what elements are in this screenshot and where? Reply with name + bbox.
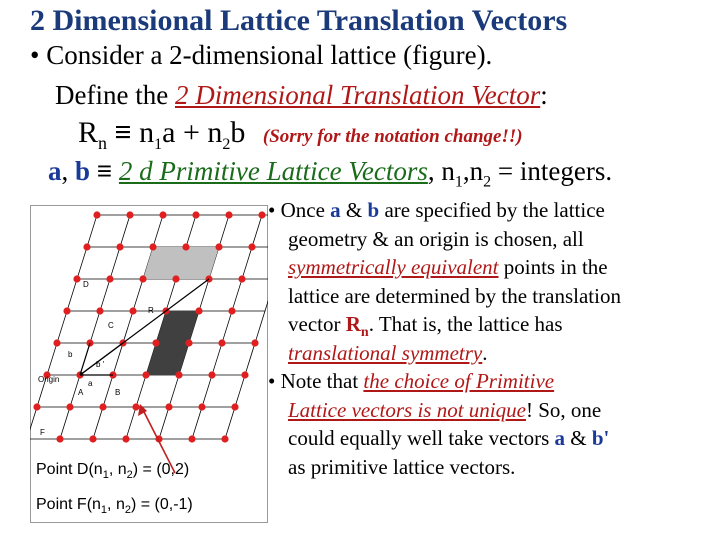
right-line-9 <box>288 424 609 453</box>
page-title: 2 Dimensional Lattice Translation Vectors <box>30 4 568 37</box>
right-line-3 <box>288 253 608 282</box>
n-prefix: , n <box>427 156 455 186</box>
lattice-point <box>56 435 63 442</box>
lattice-point <box>241 371 248 378</box>
right-line-8 <box>288 396 601 425</box>
n-mid: ,n <box>462 156 484 186</box>
point-f-a: Point F(n <box>36 496 101 514</box>
lattice-point <box>258 211 265 218</box>
primitive-vectors-term: 2 d Primitive Lattice Vectors <box>118 156 428 186</box>
comma: , <box>61 156 69 186</box>
label-f: F <box>40 428 45 437</box>
point-f-b: , n <box>107 496 125 514</box>
r1b: & <box>340 198 368 222</box>
lattice-point <box>132 403 139 410</box>
label-r: R <box>148 306 154 315</box>
r5-n: n <box>360 325 369 341</box>
translational-term: translational symmetry <box>288 340 483 365</box>
point-f-s1: 1 <box>100 504 108 517</box>
label-b-prime: b ' <box>96 360 105 369</box>
lattice-point <box>53 339 60 346</box>
r1a: • Once <box>268 198 331 222</box>
lattice-point <box>231 403 238 410</box>
lattice-point <box>198 403 205 410</box>
primitive-equiv: ≡ <box>96 156 113 186</box>
lattice-point <box>165 403 172 410</box>
formula-plus: + <box>182 116 200 149</box>
define-prefix: Define the <box>55 80 175 110</box>
lattice-point <box>251 339 258 346</box>
lattice-point <box>96 307 103 314</box>
lattice-point <box>73 275 80 282</box>
r9-vec-bprime: b' <box>591 426 610 450</box>
formula-sub2: 2 <box>222 136 231 153</box>
lattice-point <box>66 403 73 410</box>
label-a: a <box>88 379 93 388</box>
r9b: & <box>565 426 592 450</box>
point-d-s1: 1 <box>102 469 109 482</box>
formula-equiv: ≡ <box>114 116 132 149</box>
formula-n2: n <box>207 116 223 149</box>
lattice-point <box>63 307 70 314</box>
n-sub2: 2 <box>483 173 492 191</box>
lattice-point <box>248 243 255 250</box>
define-suffix: : <box>540 80 548 110</box>
label-a-point: A <box>78 388 84 397</box>
lattice-point <box>129 307 136 314</box>
formula-a: a <box>162 116 176 149</box>
lattice-point <box>225 211 232 218</box>
lattice-point <box>228 307 235 314</box>
lattice-point <box>89 435 96 442</box>
formula-b: b <box>230 116 246 149</box>
vector-b: b <box>75 156 91 186</box>
symmetric-term: symmetrically equivalent <box>288 255 499 279</box>
lattice-point <box>83 243 90 250</box>
lattice-point <box>152 339 159 346</box>
r5b: . That is, the lattice has <box>368 312 563 336</box>
right-line-4: lattice are determined by the translation <box>288 283 621 308</box>
label-d: D <box>83 280 89 289</box>
r9a: could equally well take vectors <box>288 426 555 450</box>
r9-vec-a: a <box>554 426 565 450</box>
lattice-point <box>221 435 228 442</box>
right-line-2: geometry & an origin is chosen, all <box>288 226 584 251</box>
point-d-line <box>36 455 193 490</box>
define-line <box>55 80 548 111</box>
lattice-point <box>188 435 195 442</box>
lattice-point <box>175 371 182 378</box>
r3-rest: points in the <box>498 255 608 279</box>
lattice-point <box>172 275 179 282</box>
lattice-point <box>195 307 202 314</box>
label-b-point: B <box>115 388 121 397</box>
n-sub1: 1 <box>454 173 463 191</box>
point-d-a: Point D(n <box>36 461 103 478</box>
lattice-point <box>142 371 149 378</box>
formula-line <box>78 116 523 154</box>
lattice-point <box>185 339 192 346</box>
lattice-point <box>99 403 106 410</box>
r7a: • Note that <box>268 369 364 393</box>
label-c: C <box>108 321 114 330</box>
point-f-c: ) = (0,-1) <box>130 496 193 514</box>
lattice-point <box>116 243 123 250</box>
lattice-point <box>208 371 215 378</box>
point-f-line <box>36 490 193 525</box>
r5-r: R <box>345 312 361 336</box>
translation-vector-term: 2 Dimensional Translation Vector <box>174 80 541 110</box>
r1-vec-b: b <box>367 198 380 222</box>
lattice-point <box>182 243 189 250</box>
lattice-point <box>139 275 146 282</box>
formula-r-sub: n <box>98 133 108 153</box>
lattice-point <box>215 243 222 250</box>
point-d-s2: 2 <box>126 469 133 482</box>
lattice-point <box>238 275 245 282</box>
formula-note: (Sorry for the notation change!!) <box>262 126 523 147</box>
lattice-point <box>106 275 113 282</box>
lattice-point <box>122 435 129 442</box>
points-block <box>36 455 193 525</box>
right-line-1 <box>268 196 605 225</box>
lattice-point <box>126 211 133 218</box>
point-f-s2: 2 <box>124 504 131 517</box>
not-unique-term: Lattice vectors is not unique <box>288 397 526 422</box>
lattice-point <box>93 211 100 218</box>
right-line-10: as primitive lattice vectors. <box>288 454 516 479</box>
integers-text: = integers. <box>491 156 613 186</box>
formula-sub1: 1 <box>154 136 163 153</box>
r5a: vector <box>288 312 346 336</box>
r1c: are specified by the lattice <box>379 198 605 222</box>
right-line-7 <box>268 367 554 396</box>
label-origin: Origin <box>38 375 60 384</box>
lattice-point <box>33 403 40 410</box>
formula-r: R <box>78 116 99 149</box>
lattice-point <box>192 211 199 218</box>
bullet-consider: • Consider a 2-dimensional lattice (figure). <box>30 40 493 70</box>
right-line-6 <box>288 339 488 368</box>
point-d-b: , n <box>108 461 127 478</box>
choice-term: the choice of Primitive <box>363 369 555 393</box>
primitive-line <box>48 156 612 191</box>
vector-a: a <box>48 156 62 186</box>
point-d-c: ) = (0,2) <box>132 461 190 478</box>
r6-rest: . <box>482 340 488 365</box>
shaded-cell-light <box>143 247 219 279</box>
lattice-point <box>218 339 225 346</box>
r1-vec-a: a <box>330 198 341 222</box>
formula-n1: n <box>139 116 155 149</box>
r8-rest: ! So, one <box>525 397 602 422</box>
lattice-point <box>149 243 156 250</box>
label-b: b <box>68 350 73 359</box>
lattice-point <box>159 211 166 218</box>
